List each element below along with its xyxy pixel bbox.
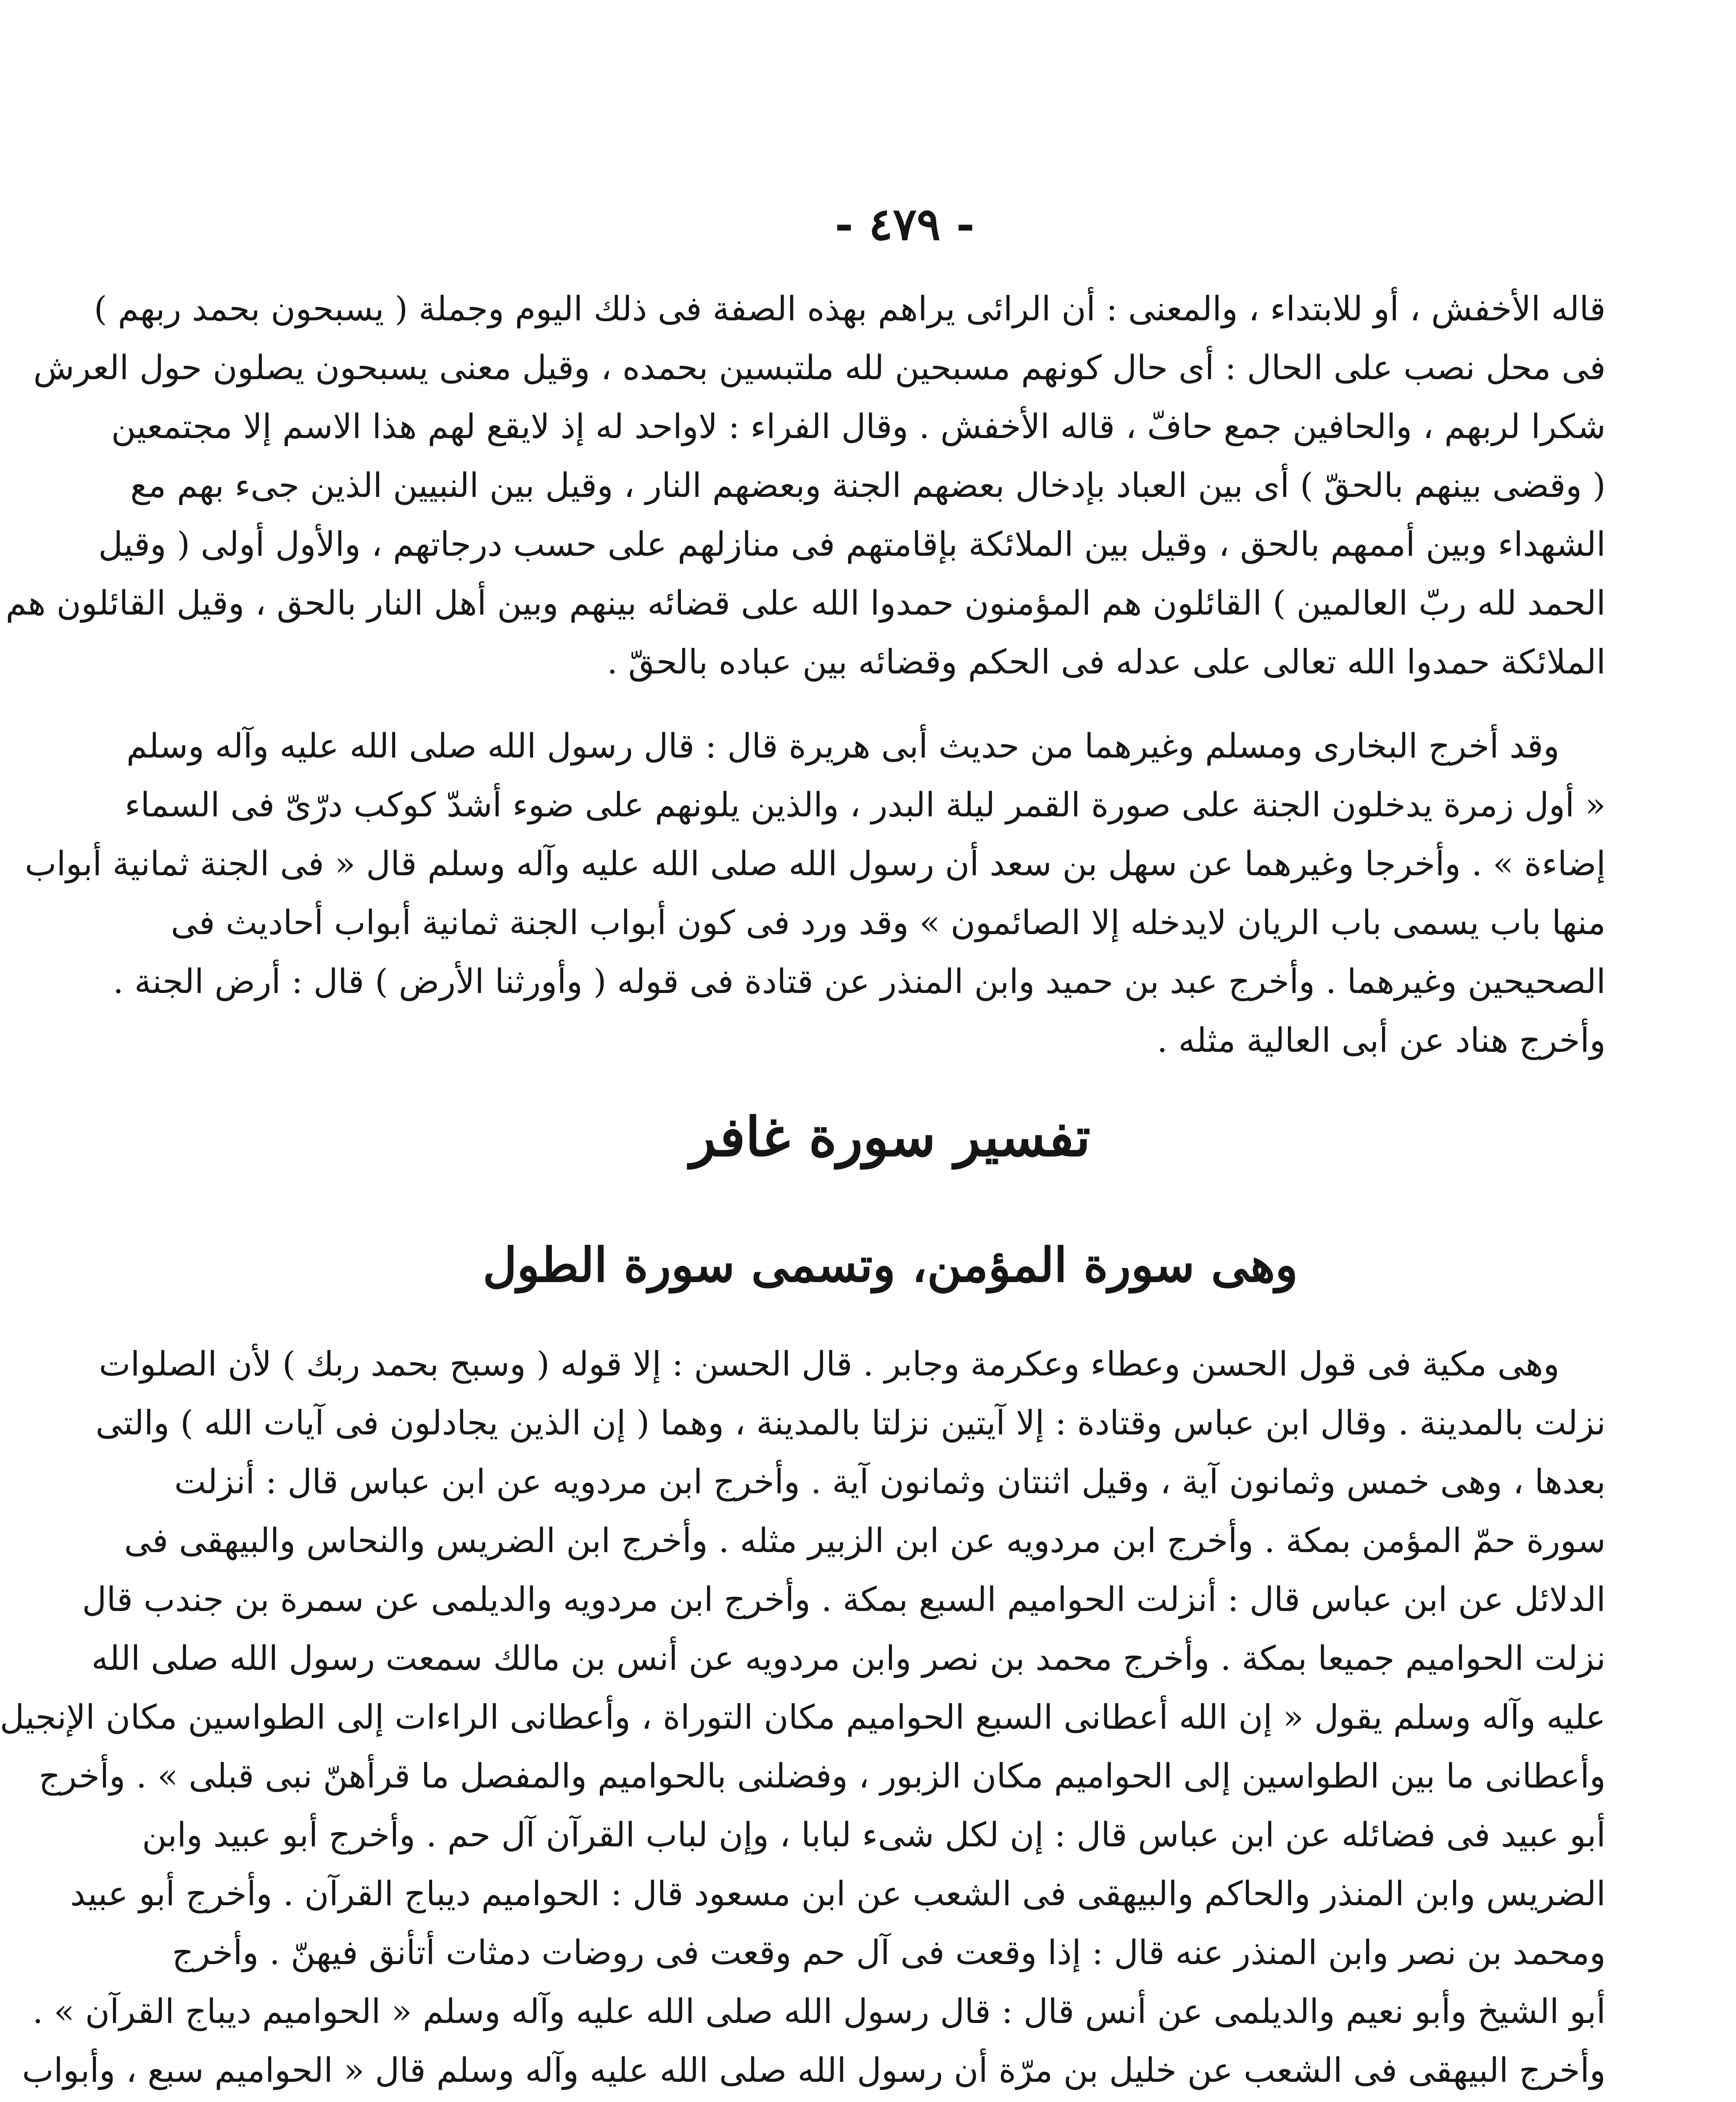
page-number: - ٤٧٩ - <box>835 198 975 250</box>
text-line: وأعطانى ما بين الطواسين إلى الحواميم مكان الزبور ، وفضلنى بالحواميم والمفصل ما قرأهنّ نبى قبلى » . وأخرج <box>39 1756 1606 1796</box>
text-line: وقد أخرج البخارى ومسلم وغيرهما من حديث أبى هريرة قال : قال رسول الله صلى الله عليه وآله وسلم <box>126 726 1559 766</box>
text-line: الضريس وابن المنذر والحاكم والبيهقى فى الشعب عن ابن مسعود قال : الحواميم ديباج القرآن . وأخرج أبو عبيد <box>70 1874 1606 1913</box>
text-line: إضاءة » . وأخرجا وغيرهما عن سهل بن سعد أن رسول الله صلى الله عليه وآله وسلم قال « فى الجنة ثمانية أبواب <box>25 844 1606 883</box>
text-line: وأخرج البيهقى فى الشعب عن خليل بن مرّة أن رسول الله صلى الله عليه وآله وسلم قال « الحواميم سبع ، وأبواب <box>22 2051 1606 2090</box>
text-line: أبو عبيد فى فضائله عن ابن عباس قال : إن لكل شىء لبابا ، وإن لباب القرآن آل حم . وأخرج أبو عبيد وابن <box>142 1815 1606 1854</box>
text-line: الملائكة حمدوا الله تعالى على عدله فى الحكم وقضائه بين عباده بالحقّ . <box>607 642 1606 681</box>
text-line: نزلت الحواميم جميعا بمكة . وأخرج محمد بن نصر وابن مردويه عن أنس بن مالك سمعت رسول الله صلى الله <box>91 1639 1606 1678</box>
surah-title: تفسير سورة غافر <box>690 1106 1091 1169</box>
text-line: الصحيحين وغيرهما . وأخرج عبد بن حميد وابن المنذر عن قتادة فى قوله ( وأورثنا الأرض ) قال : أرض الجنة . <box>113 962 1606 1001</box>
text-line: وأخرج هناد عن أبى العالية مثله . <box>1157 1021 1606 1060</box>
text-line: وهى مكية فى قول الحسن وعطاء وعكرمة وجابر . قال الحسن : إلا قوله ( وسبح بحمد ربك ) لأن الصلوات <box>99 1344 1559 1384</box>
text-line: ( وقضى بينهم بالحقّ ) أى بين العباد بإدخال بعضهم الجنة وبعضهم النار ، وقيل بين النبيين الذين جىء بهم مع <box>130 466 1606 505</box>
text-line: قاله الأخفش ، أو للابتداء ، والمعنى : أن الرائى يراهم بهذه الصفة فى ذلك اليوم وجملة ( يسبحون بحمد ربهم ) <box>94 289 1606 328</box>
text-line: نزلت بالمدينة . وقال ابن عباس وقتادة : إلا آيتين نزلتا بالمدينة ، وهما ( إن الذين يجادلون فى آيات الله ) والتى <box>95 1403 1606 1442</box>
text-line <box>177 2098 1606 2102</box>
text-line: بعدها ، وهى خمس وثمانون آية ، وقيل اثنتان وثمانون آية . وأخرج ابن مردويه عن ابن عباس قال : أنزلت <box>174 1462 1606 1501</box>
surah-subtitle: وهى سورة المؤمن، وتسمى سورة الطول <box>483 1238 1298 1293</box>
text-line: ومحمد بن نصر وابن المنذر عنه قال : إذا وقعت فى آل حم وقعت فى روضات دمثات أتأنق فيهنّ . وأخرج <box>172 1933 1606 1972</box>
text-line: سورة حمّ المؤمن بمكة . وأخرج ابن مردويه عن ابن الزبير مثله . وأخرج ابن الضريس والنحاس والبيهقى فى <box>124 1521 1606 1560</box>
text-line: منها باب يسمى باب الريان لايدخله إلا الصائمون » وقد ورد فى كون أبواب الجنة ثمانية أبواب أحاديث فى <box>171 903 1606 942</box>
text-line: الشهداء وبين أممهم بالحق ، وقيل بين الملائكة بإقامتهم فى منازلهم على حسب درجاتهم ، والأول أولى ( وقيل <box>98 525 1606 564</box>
text-line: الحمد لله ربّ العالمين ) القائلون هم المؤمنون حمدوا الله على قضائه بينهم وبين أهل النار بالحق ، وقيل القائلون هم <box>5 584 1606 623</box>
text-line: فى محل نصب على الحال : أى حال كونهم مسبحين لله ملتبسين بحمده ، وقيل معنى يسبحون يصلون حول العرش <box>33 348 1606 387</box>
text-line: شكرا لربهم ، والحافين جمع حافّ ، قاله الأخفش . وقال الفراء : لاواحد له إذ لايقع لهم هذا الاسم إلا مجتمعين <box>111 407 1606 446</box>
text-line: « أول زمرة يدخلون الجنة على صورة القمر ليلة البدر ، والذين يلونهم على ضوء أشدّ كوكب درّىّ فى السماء <box>124 785 1606 824</box>
text-line: أبو الشيخ وأبو نعيم والديلمى عن أنس قال : قال رسول الله صلى الله عليه وآله وسلم « الحواميم ديباج القرآن » . <box>32 1992 1606 2031</box>
text-line: الدلائل عن ابن عباس قال : أنزلت الحواميم السبع بمكة . وأخرج ابن مردويه والديلمى عن سمرة بن جندب قال <box>82 1580 1606 1619</box>
text-line: عليه وآله وسلم يقول « إن الله أعطانى السبع الحواميم مكان التوراة ، وأعطانى الراءات إلى الطواسين مكان الإنجيل <box>0 1698 1606 1737</box>
